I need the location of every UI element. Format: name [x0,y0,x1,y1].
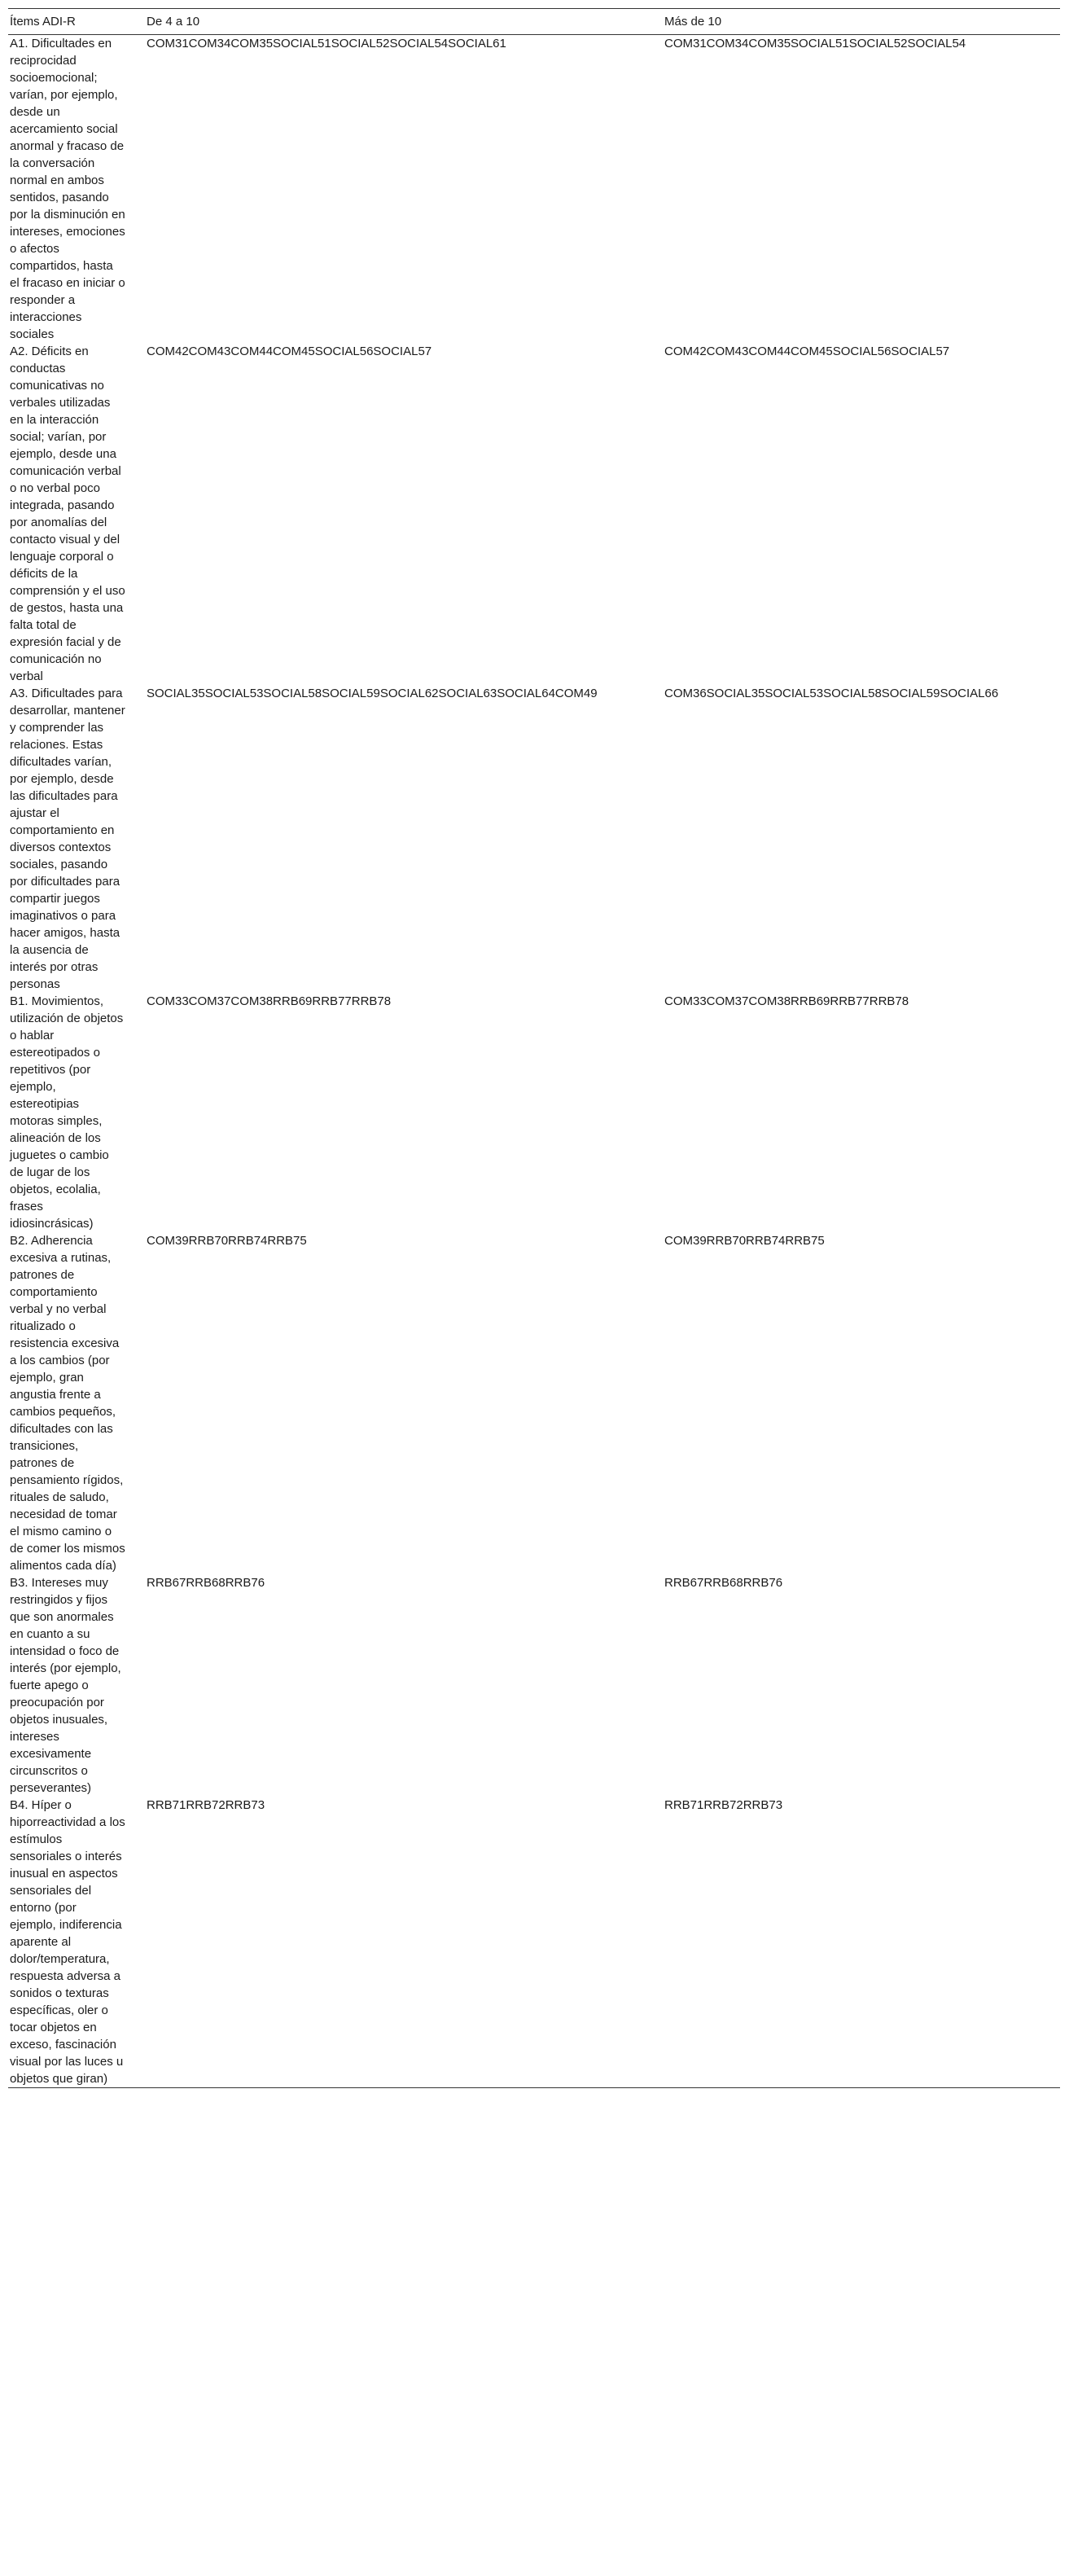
codes-age-over-10: RRB67RRB68RRB76 [664,1576,783,1590]
table-row [8,685,1060,993]
adi-r-items-table [8,8,1060,2088]
table-row [8,1232,1060,1574]
table-body [8,35,1060,2088]
table-header [8,9,1060,35]
item-description: A3. Dificultades para desarrollar, mantener y comprender las relaciones. Estas dificultades varían, por ejemplo, desde las dificultades para ajustar el comportamiento en diversos contextos sociales, pasando por dificultades para compartir juegos imaginativos o para hacer amigos, hasta la ausencia de interés por otras personas [10,687,125,991]
table-row [8,1797,1060,2088]
item-description: A2. Déficits en conductas comunicativas no verbales utilizadas en la interacción social; varían, por ejemplo, desde una comunicación verbal o no verbal poco integrada, pasando por anomalías del contacto visual y del lenguaje corporal o déficits de la comprensión y el uso de gestos, hasta una falta total de expresión facial y de comunicación no verbal [10,344,125,683]
table-row [8,993,1060,1232]
table-row [8,35,1060,344]
header-items: Ítems ADI-R [10,15,76,29]
codes-age-over-10: COM39RRB70RRB74RRB75 [664,1234,825,1248]
codes-age-over-10: COM36SOCIAL35SOCIAL53SOCIAL58SOCIAL59SOCIAL66 [664,687,999,700]
codes-age-4-10: RRB67RRB68RRB76 [147,1576,265,1590]
codes-age-over-10: COM42COM43COM44COM45SOCIAL56SOCIAL57 [664,344,950,358]
codes-age-4-10: COM33COM37COM38RRB69RRB77RRB78 [147,994,392,1008]
item-description: B2. Adherencia excesiva a rutinas, patrones de comportamiento verbal y no verbal ritualizado o resistencia excesiva a los cambios (por ejemplo, gran angustia frente a cambios pequeños, dificultades con las transiciones, patrones de pensamiento rígidos, rituales de saludo, necesidad de tomar el mismo camino o de comer los mismos alimentos cada día) [10,1234,125,1573]
table-row [8,343,1060,685]
item-description: B1. Movimientos, utilización de objetos o hablar estereotipados o repetitivos (por ejemplo, estereotipias motoras simples, alineación de los juguetes o cambio de lugar de los objetos, ecolalia, frases idiosincrásicas) [10,994,124,1231]
adi-r-table-container [8,8,1060,2088]
table-row [8,1574,1060,1797]
item-description: B4. Híper o hiporreactividad a los estímulos sensoriales o interés inusual en aspectos sensoriales del entorno (por ejemplo, indiferencia aparente al dolor/temperatura, respuesta adversa a sonidos o texturas específicas, oler o tocar objetos en exceso, fascinación visual por las luces u objetos que giran) [10,1798,125,2086]
codes-age-over-10: RRB71RRB72RRB73 [664,1798,783,1812]
item-description: B3. Intereses muy restringidos y fijos que son anormales en cuanto a su intensidad o foco de interés (por ejemplo, fuerte apego o preocupación por objetos inusuales, intereses excesivamente circunscritos o perseverantes) [10,1576,121,1795]
codes-age-over-10: COM33COM37COM38RRB69RRB77RRB78 [664,994,909,1008]
codes-age-4-10: COM42COM43COM44COM45SOCIAL56SOCIAL57 [147,344,432,358]
header-age-over-10: Más de 10 [664,15,722,29]
item-description: A1. Dificultades en reciprocidad socioemocional; varían, por ejemplo, desde un acercamiento social anormal y fracaso de la conversación normal en ambos sentidos, pasando por la disminución en intereses, emociones o afectos compartidos, hasta el fracaso en iniciar o responder a interacciones sociales [10,37,125,341]
codes-age-4-10: COM39RRB70RRB74RRB75 [147,1234,307,1248]
header-age-4-10: De 4 a 10 [147,15,200,29]
codes-age-4-10: COM31COM34COM35SOCIAL51SOCIAL52SOCIAL54SOCIAL61 [147,37,506,50]
codes-age-4-10: SOCIAL35SOCIAL53SOCIAL58SOCIAL59SOCIAL62SOCIAL63SOCIAL64COM49 [147,687,598,700]
codes-age-4-10: RRB71RRB72RRB73 [147,1798,265,1812]
codes-age-over-10: COM31COM34COM35SOCIAL51SOCIAL52SOCIAL54 [664,37,966,50]
header-row [8,9,1060,35]
